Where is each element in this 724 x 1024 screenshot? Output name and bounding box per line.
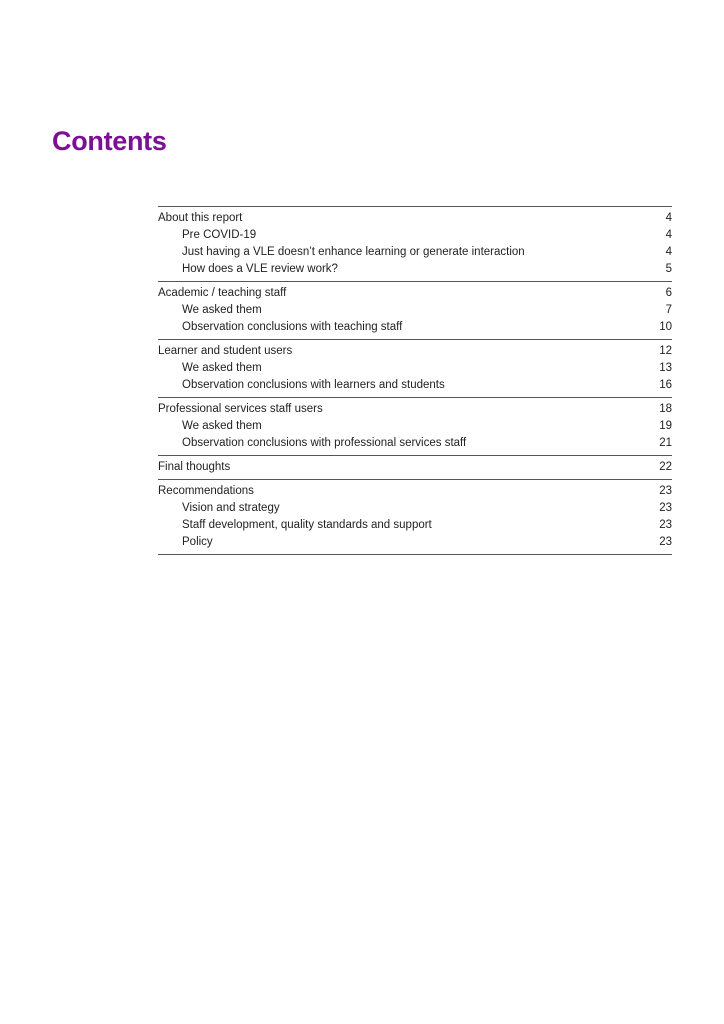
toc-subentry[interactable] — [158, 500, 672, 517]
toc-subentry[interactable] — [158, 517, 672, 534]
toc-subentry-page: 4 — [665, 229, 672, 241]
toc-entry-title: Recommendations — [158, 485, 254, 497]
toc-section-professional — [158, 398, 672, 456]
toc-entry-page: 4 — [665, 212, 672, 224]
toc-entry[interactable] — [158, 459, 672, 476]
toc-section-about — [158, 207, 672, 282]
toc-subentry-page: 4 — [665, 246, 672, 258]
toc-subentry-title: We asked them — [182, 362, 262, 374]
page-title: Contents — [52, 126, 167, 156]
toc-subentry[interactable] — [158, 227, 672, 244]
toc-section-academic — [158, 282, 672, 340]
toc-subentry-title: Just having a VLE doesn’t enhance learning or generate interaction — [182, 246, 525, 258]
toc-subentry-title: We asked them — [182, 420, 262, 432]
toc-subentry[interactable] — [158, 319, 672, 336]
toc-subentry-page: 13 — [659, 362, 672, 374]
toc-subentry-title: Pre COVID-19 — [182, 229, 257, 241]
toc-subentry-page: 10 — [659, 321, 672, 333]
toc-entry[interactable] — [158, 343, 672, 360]
toc-subentry[interactable] — [158, 435, 672, 452]
toc-entry-page: 12 — [659, 345, 672, 357]
toc-subentry-page: 23 — [659, 519, 672, 531]
toc-subentry[interactable] — [158, 534, 672, 551]
toc-entry-page: 23 — [659, 485, 672, 497]
toc-section-final — [158, 456, 672, 480]
toc-subentry-title: How does a VLE review work? — [182, 263, 338, 275]
toc-section-recommendations — [158, 480, 672, 555]
toc-subentry-title: Observation conclusions with professional services staff — [182, 437, 467, 449]
toc-subentry-title: Vision and strategy — [182, 502, 280, 514]
toc-subentry-page: 16 — [659, 379, 672, 391]
toc-subentry-page: 21 — [659, 437, 672, 449]
toc-entry-page: 6 — [665, 287, 672, 299]
toc-entry-page: 18 — [659, 403, 672, 415]
toc-subentry-page: 23 — [659, 536, 672, 548]
toc-entry-page: 22 — [659, 461, 672, 473]
toc-section-learners — [158, 340, 672, 398]
toc-subentry-page: 5 — [665, 263, 672, 275]
toc-subentry-title: Observation conclusions with learners and students — [182, 379, 445, 391]
toc-entry[interactable] — [158, 210, 672, 227]
toc-subentry-title: Observation conclusions with teaching staff — [182, 321, 403, 333]
toc-subentry-title: Policy — [182, 536, 213, 548]
toc-entry-title: Final thoughts — [158, 461, 231, 473]
toc-subentry[interactable] — [158, 418, 672, 435]
table-of-contents — [158, 206, 672, 555]
toc-subentry-page: 23 — [659, 502, 672, 514]
toc-entry[interactable] — [158, 401, 672, 418]
toc-entry-title: About this report — [158, 212, 243, 224]
toc-entry[interactable] — [158, 483, 672, 500]
toc-entry-title: Academic / teaching staff — [158, 287, 287, 299]
toc-subentry-title: We asked them — [182, 304, 262, 316]
toc-subentry-page: 19 — [659, 420, 672, 432]
toc-subentry[interactable] — [158, 244, 672, 261]
toc-entry-title: Professional services staff users — [158, 403, 323, 415]
toc-subentry-page: 7 — [665, 304, 672, 316]
toc-subentry[interactable] — [158, 302, 672, 319]
toc-entry-title: Learner and student users — [158, 345, 293, 357]
toc-subentry[interactable] — [158, 360, 672, 377]
toc-subentry[interactable] — [158, 377, 672, 394]
toc-entry[interactable] — [158, 285, 672, 302]
toc-subentry-title: Staff development, quality standards and support — [182, 519, 432, 531]
toc-subentry[interactable] — [158, 261, 672, 278]
